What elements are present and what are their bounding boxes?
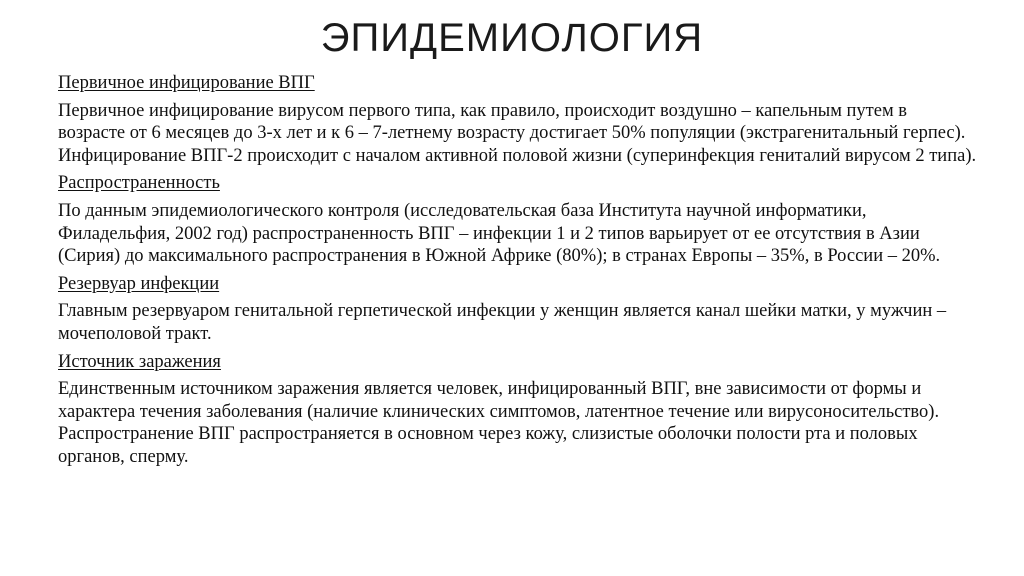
section-heading: Резервуар инфекции [58,273,220,294]
slide-content [58,72,978,474]
section-heading: Первичное инфицирование ВПГ [58,73,315,93]
section-heading: Источник заражения [58,351,221,372]
section-reservoir [58,273,978,346]
section-prevalence [58,172,978,267]
slide-title: ЭПИДЕМИОЛОГИЯ [320,16,704,60]
section-text: Главным резервуаром генитальной герпетической инфекции у женщин является канал шейки матки, у мужчин – мочеполовой тракт. [58,301,947,344]
section-text: Первичное инфицирование вирусом первого типа, как правило, происходит воздушно – капельным путем в возрасте от 6 месяцев до 3-х лет и к 6 – 7-летнему возрасту достигает 50% популяции (экстрагенитальный герпес). Инфицирование ВПГ-2 происходит с началом активной половой жизни (суперинфекция гениталий вирусом 2 типа). [58,100,977,166]
section-text: По данным эпидемиологического контроля (исследовательская база Института научной информатики, Филадельфия, 2002 год) распространенность ВПГ – инфекции 1 и 2 типов варьирует от ее отсутствия в Азии (Сирия) до максимального распространения в Южной Африке (80%); в странах Европы – 35%, в России – 20%. [58,200,941,267]
section-source [58,351,978,469]
section-text: Единственным источником заражения является человек, инфицированный ВПГ, вне зависимости от формы и характера течения заболевания (наличие клинических симптомов, латентное течение или вирусоносительство). Распространение ВПГ распространяется в основном через кожу, слизистые оболочки полости рта и половых органов, сперму. [58,379,940,467]
section-primary-infection [58,72,978,167]
section-heading: Распространенность [58,173,220,194]
